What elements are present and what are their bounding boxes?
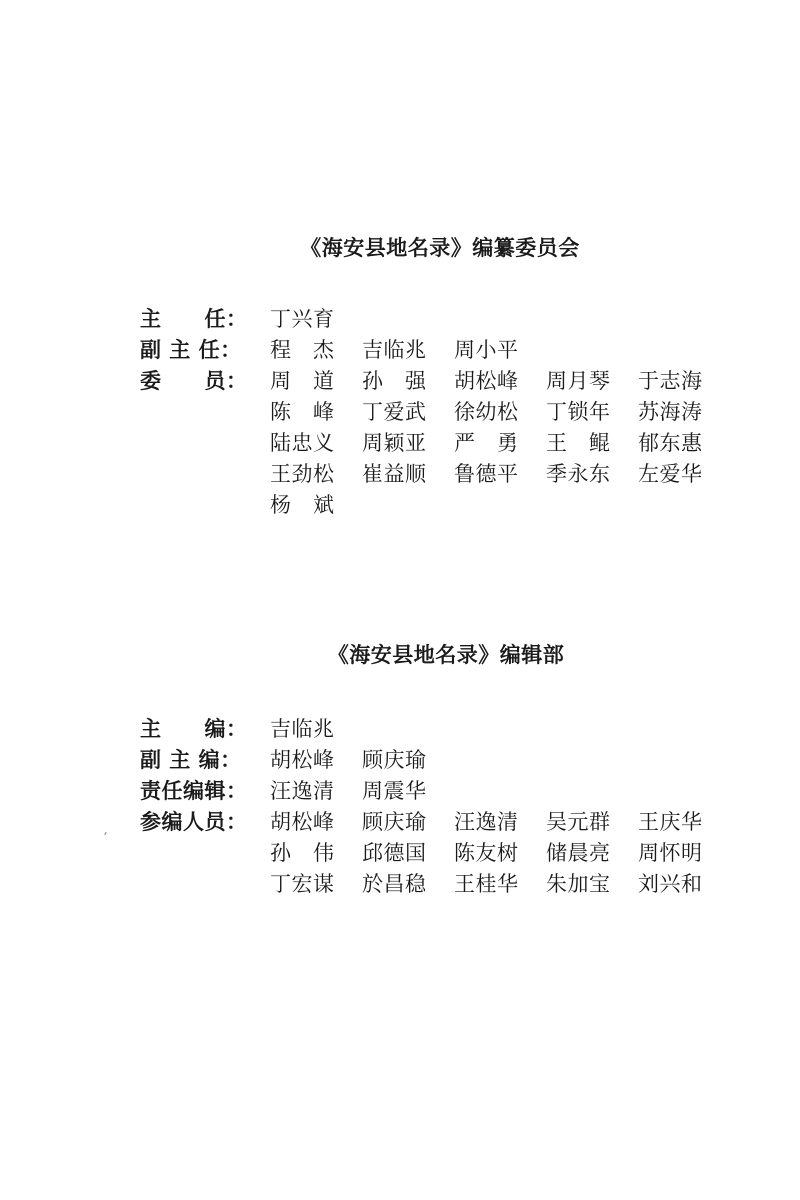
- roster-row: [140, 869, 740, 900]
- roster-row: [140, 366, 740, 397]
- member-name: 吉临兆: [362, 338, 427, 362]
- roster-row: [140, 776, 740, 807]
- member-names: [270, 459, 730, 490]
- scan-speck: [104, 832, 106, 835]
- member-name: 顾庆瑜: [362, 810, 427, 834]
- member-name: 王 鲲: [546, 431, 611, 455]
- committee-title: 《海安县地名录》编纂委员会: [300, 235, 580, 260]
- member-name: 陆忠义: [270, 431, 335, 455]
- member-name: 王桂华: [454, 872, 519, 896]
- member-name: 汪逸清: [270, 779, 335, 803]
- member-names: [270, 335, 730, 366]
- member-name: 郁东惠: [638, 431, 703, 455]
- member-name: 於昌稳: [362, 872, 427, 896]
- member-names: [270, 428, 730, 459]
- member-name: 顾庆瑜: [362, 748, 427, 772]
- member-name: 储晨亮: [546, 841, 611, 865]
- member-name: 严 勇: [454, 431, 519, 455]
- member-name: 汪逸清: [454, 810, 519, 834]
- member-name: 胡松峰: [454, 369, 519, 393]
- member-names: [270, 869, 730, 900]
- editorial-roster: [140, 714, 740, 900]
- editorial-title: 《海安县地名录》编辑部: [327, 642, 565, 667]
- member-name: 左爱华: [638, 462, 703, 486]
- member-name: 崔益顺: [362, 462, 427, 486]
- member-name: 陈 峰: [270, 400, 335, 424]
- roster-row: [140, 335, 740, 366]
- member-name: 丁爱武: [362, 400, 427, 424]
- role-label: 副 主 编：: [140, 748, 242, 772]
- role-label: 主 编：: [140, 717, 248, 741]
- member-name: 徐幼松: [454, 400, 519, 424]
- role-label: 主 任：: [140, 307, 248, 331]
- member-names: [270, 838, 730, 869]
- role-label: 参编人员：: [140, 810, 248, 834]
- member-name: 程 杰: [270, 338, 335, 362]
- member-names: [270, 745, 730, 776]
- roster-row: [140, 304, 740, 335]
- member-name: 邱德国: [362, 841, 427, 865]
- member-names: [270, 490, 730, 521]
- member-name: 孙 强: [362, 369, 427, 393]
- member-name: 丁宏谋: [270, 872, 335, 896]
- member-name: 于志海: [638, 369, 703, 393]
- member-name: 周震华: [362, 779, 427, 803]
- member-name: 胡松峰: [270, 748, 335, 772]
- roster-row: [140, 838, 740, 869]
- member-name: 鲁德平: [454, 462, 519, 486]
- member-names: [270, 304, 730, 335]
- roster-row: [140, 490, 740, 521]
- member-name: 孙 伟: [270, 841, 335, 865]
- roster-row: [140, 807, 740, 838]
- roster-row: [140, 459, 740, 490]
- member-name: 胡松峰: [270, 810, 335, 834]
- member-name: 吴元群: [546, 810, 611, 834]
- role-label: 副 主 任：: [140, 338, 242, 362]
- member-names: [270, 366, 730, 397]
- member-names: [270, 776, 730, 807]
- member-names: [270, 397, 730, 428]
- member-name: 周颖亚: [362, 431, 427, 455]
- member-name: 季永东: [546, 462, 611, 486]
- roster-row: [140, 745, 740, 776]
- member-name: 丁锁年: [546, 400, 611, 424]
- member-name: 陈友树: [454, 841, 519, 865]
- member-name: 苏海涛: [638, 400, 703, 424]
- role-label: 委 员：: [140, 369, 248, 393]
- member-names: [270, 714, 730, 745]
- member-name: 王庆华: [638, 810, 703, 834]
- member-name: 周月琴: [546, 369, 611, 393]
- member-names: [270, 807, 730, 838]
- member-name: 丁兴育: [270, 307, 335, 331]
- member-name: 刘兴和: [638, 872, 703, 896]
- member-name: 周 道: [270, 369, 335, 393]
- roster-row: [140, 428, 740, 459]
- member-name: 吉临兆: [270, 717, 335, 741]
- member-name: 周小平: [454, 338, 519, 362]
- committee-roster: [140, 304, 740, 521]
- roster-row: [140, 397, 740, 428]
- member-name: 周怀明: [638, 841, 703, 865]
- role-label: 责任编辑：: [140, 779, 248, 803]
- roster-row: [140, 714, 740, 745]
- member-name: 王劲松: [270, 462, 335, 486]
- member-name: 杨 斌: [270, 493, 335, 517]
- member-name: 朱加宝: [546, 872, 611, 896]
